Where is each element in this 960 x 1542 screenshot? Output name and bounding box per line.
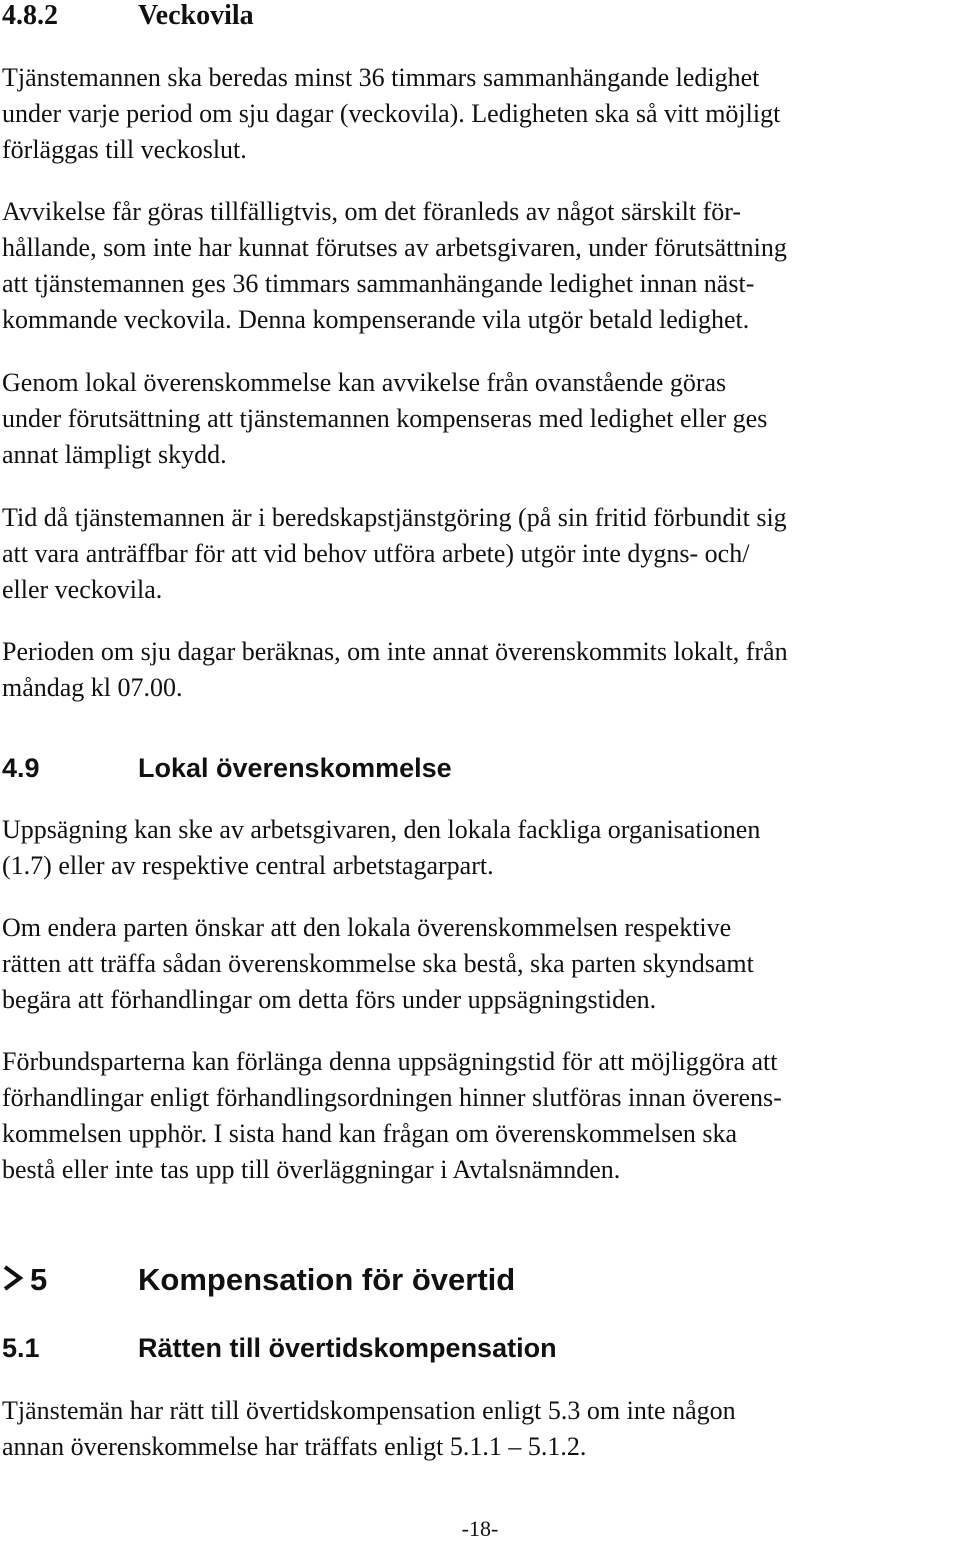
heading-4-8-2: [2, 0, 254, 32]
text-line: måndag kl 07.00.: [2, 673, 183, 702]
heading-number: 5: [30, 1262, 48, 1297]
text-line: kommande veckovila. Denna kompenserande vila utgör betald ledighet.: [2, 305, 750, 334]
text-line: Om endera parten önskar att den lokala överenskommelsen respektive: [2, 913, 732, 942]
heading-title: Lokal överenskommelse: [138, 753, 452, 783]
paragraph-ratten-1: [2, 1393, 958, 1465]
text-line: Uppsägning kan ske av arbetsgivaren, den lokala fackliga organisationen: [2, 815, 761, 844]
heading-5-1: [2, 1332, 557, 1364]
heading-title: Kompensation för övertid: [138, 1262, 516, 1297]
text-line: annan överenskommelse har träffats enligt 5.1.1 – 5.1.2.: [2, 1432, 587, 1461]
heading-title: Rätten till övertidskompensation: [138, 1333, 557, 1363]
paragraph-lokal-1: [2, 812, 958, 884]
paragraph-veckovila-1: [2, 60, 958, 168]
text-line: förläggas till veckoslut.: [2, 135, 247, 164]
heading-5: [2, 1262, 515, 1301]
paragraph-veckovila-5: [2, 634, 958, 706]
text-line: Genom lokal överenskommelse kan avvikelse från ovanstående göras: [2, 368, 727, 397]
text-line: under förutsättning att tjänstemannen kompenseras med ledighet eller ges: [2, 404, 768, 433]
text-line: bestå eller inte tas upp till överläggningar i Avtalsnämnden.: [2, 1155, 621, 1184]
text-line: (1.7) eller av respektive central arbetstagarpart.: [2, 851, 494, 880]
heading-title: Veckovila: [138, 0, 254, 31]
paragraph-lokal-3: [2, 1044, 958, 1188]
text-line: att tjänstemannen ges 36 timmars sammanhängande ledighet innan näst-: [2, 269, 755, 298]
text-line: begära att förhandlingar om detta förs under uppsägningstiden.: [2, 985, 657, 1014]
text-line: hållande, som inte har kunnat förutses av arbetsgivaren, under förutsättning: [2, 233, 787, 262]
heading-number: 5.1: [2, 1333, 40, 1363]
paragraph-veckovila-3: [2, 365, 958, 473]
heading-4-9: [2, 752, 452, 784]
text-line: Avvikelse får göras tillfälligtvis, om det föranleds av något särskilt för-: [2, 197, 742, 226]
paragraph-veckovila-4: [2, 500, 958, 608]
text-line: Tid då tjänstemannen är i beredskapstjänstgöring (på sin fritid förbundit sig: [2, 503, 787, 532]
text-line: eller veckovila.: [2, 575, 163, 604]
heading-number: 4.8.2: [2, 0, 58, 31]
chevron-right-icon: [2, 1263, 24, 1301]
text-line: Förbundsparterna kan förlänga denna uppsägningstid för att möjliggöra att: [2, 1047, 778, 1076]
text-line: Tjänstemän har rätt till övertidskompensation enligt 5.3 om inte någon: [2, 1396, 736, 1425]
text-line: förhandlingar enligt förhandlingsordningen hinner slutföras innan överens-: [2, 1083, 782, 1112]
heading-number: 4.9: [2, 753, 40, 783]
paragraph-lokal-2: [2, 910, 958, 1018]
text-line: under varje period om sju dagar (veckovila). Ledigheten ska så vitt möjligt: [2, 99, 781, 128]
text-line: rätten att träffa sådan överenskommelse ska bestå, ska parten skyndsamt: [2, 949, 754, 978]
text-line: Tjänstemannen ska beredas minst 36 timmars sammanhängande ledighet: [2, 63, 760, 92]
text-line: kommelsen upphör. I sista hand kan frågan om överenskommelsen ska: [2, 1119, 738, 1148]
paragraph-veckovila-2: [2, 194, 958, 338]
text-line: att vara anträffbar för att vid behov utföra arbete) utgör inte dygns- och/: [2, 539, 750, 568]
text-line: annat lämpligt skydd.: [2, 440, 227, 469]
text-line: Perioden om sju dagar beräknas, om inte annat överenskommits lokalt, från: [2, 637, 788, 666]
page-number: -18-: [461, 1516, 499, 1541]
